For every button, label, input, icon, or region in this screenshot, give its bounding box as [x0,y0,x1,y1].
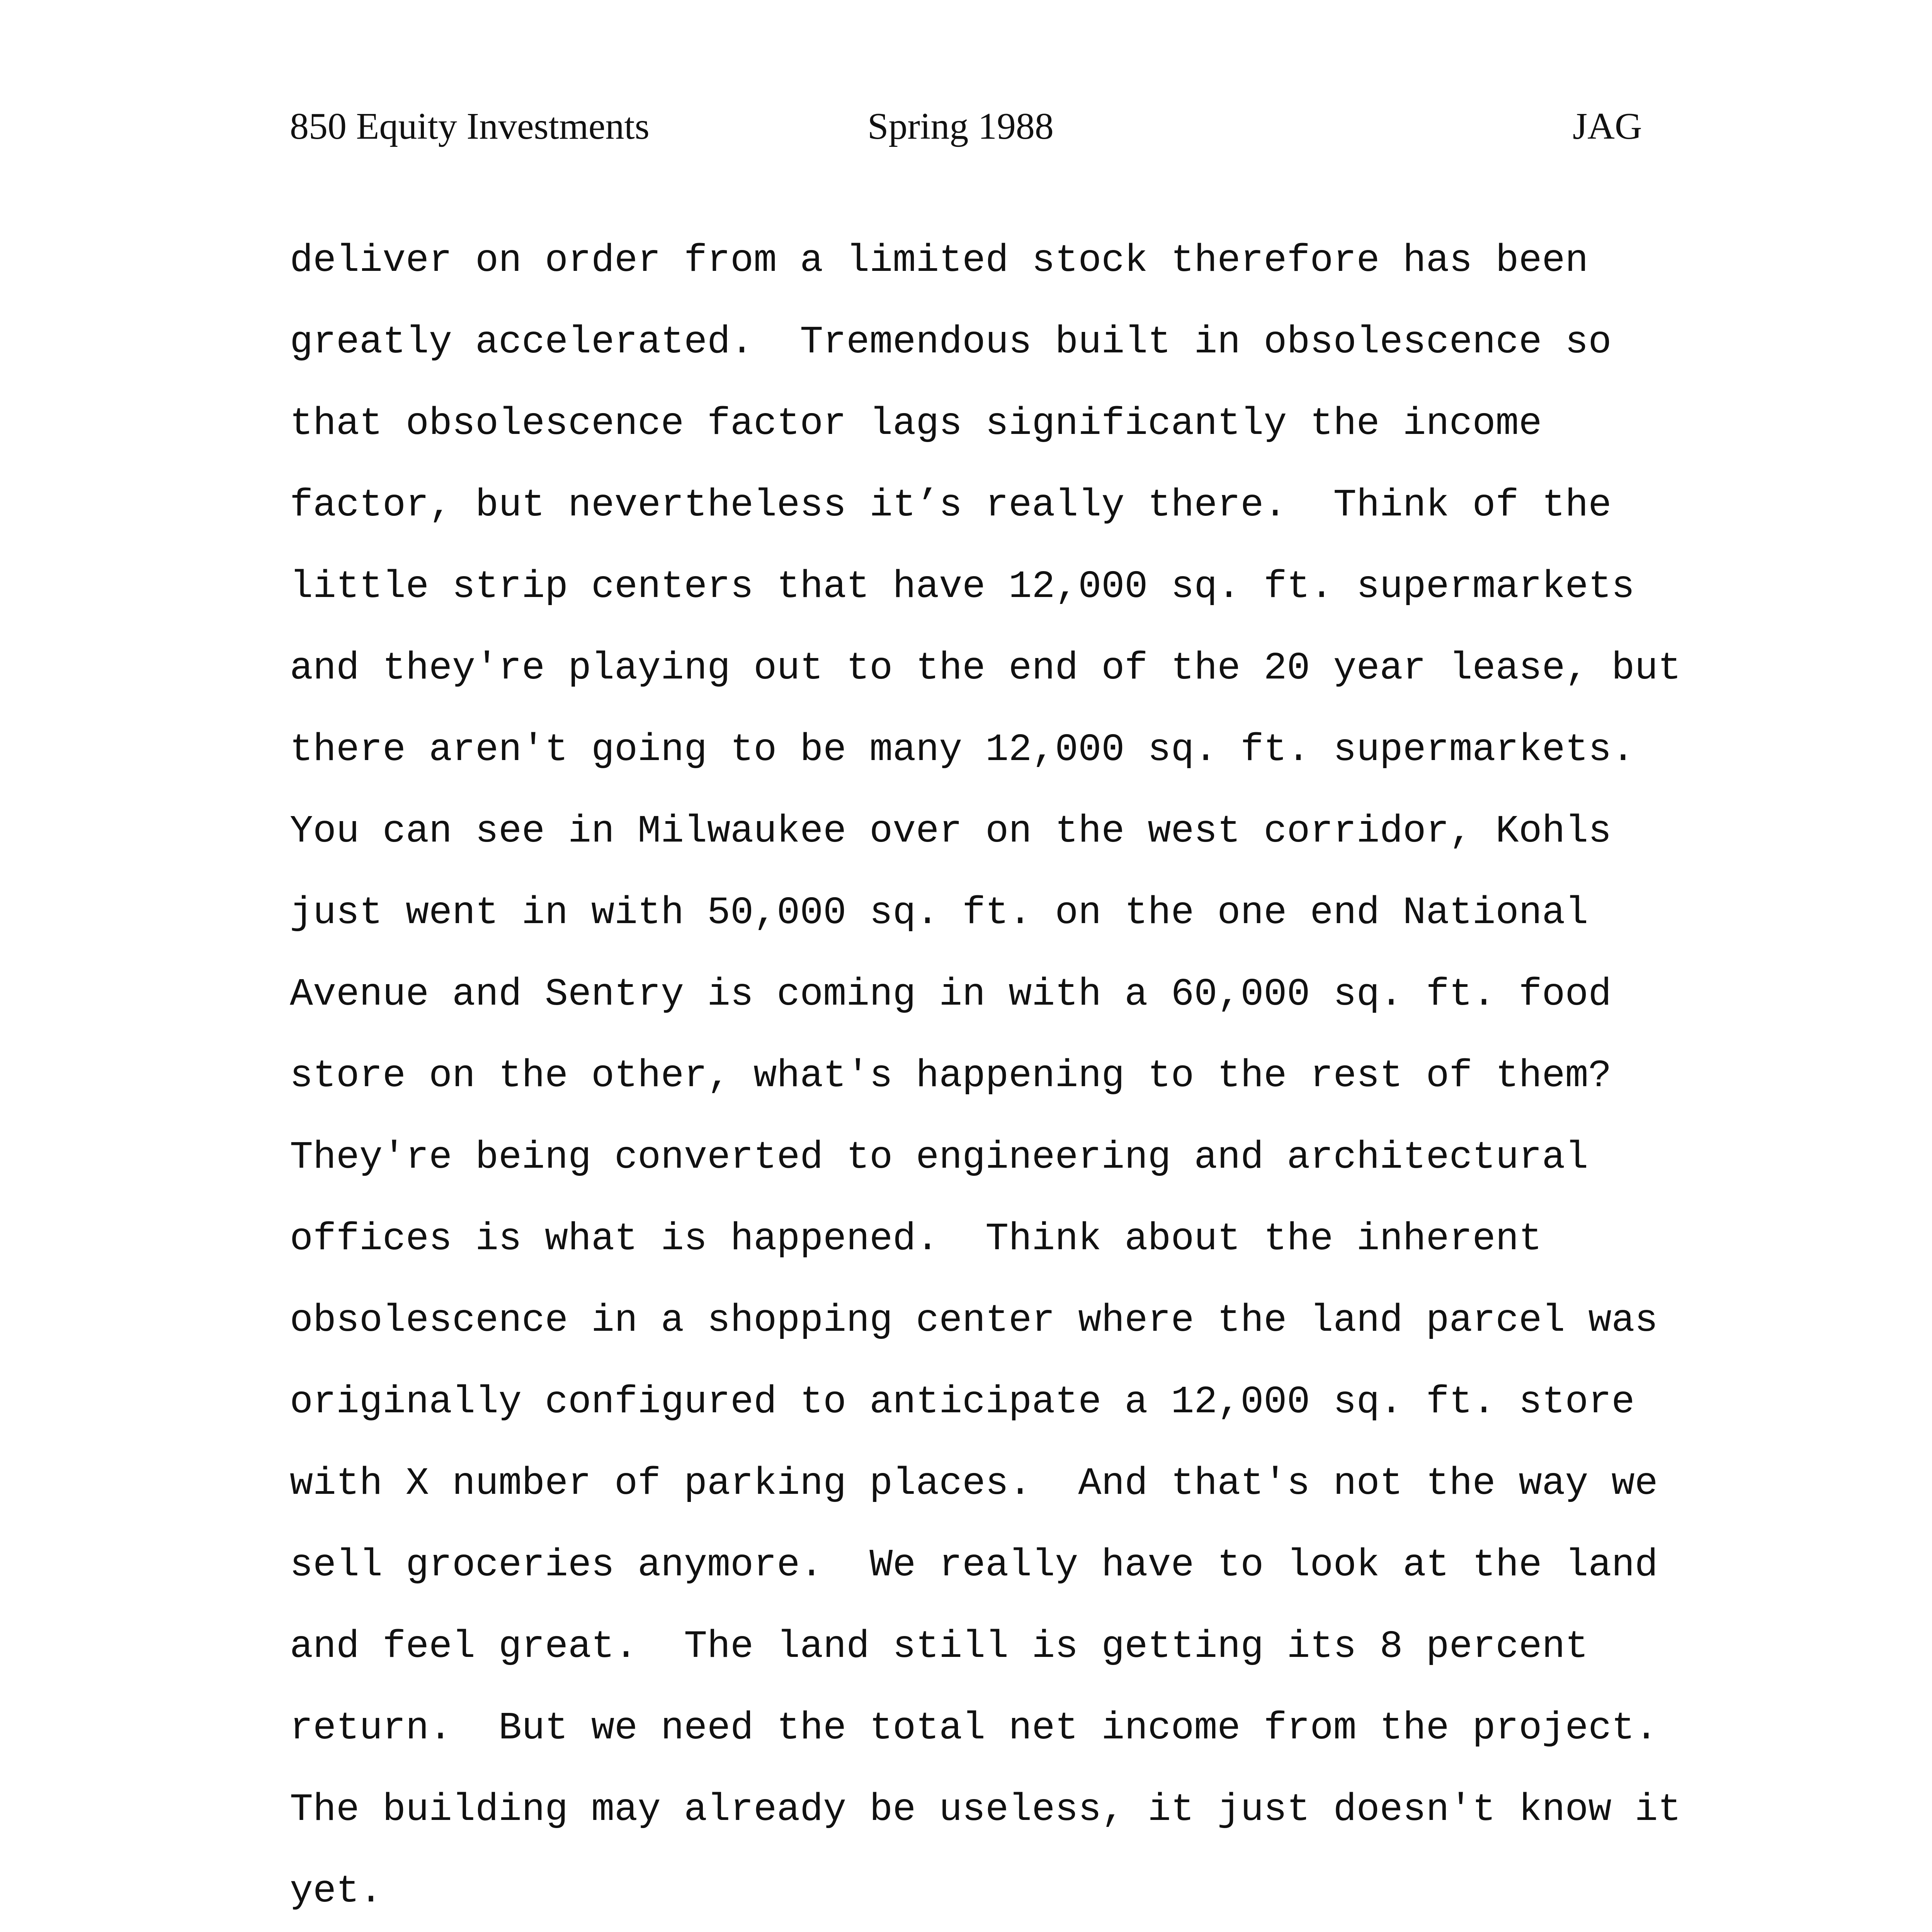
header-term: Spring 1988 [867,105,1054,147]
text-line: Avenue and Sentry is coming in with a 60,000 sq. ft. food [290,973,1612,1017]
text-line: factor, but nevertheless it’s really there. Think of the [290,484,1612,527]
text-line: store on the other, what's happening to the rest of them? [290,1054,1612,1098]
text-line: that obsolescence factor lags significantly the income [290,402,1542,446]
text-line: The building may already be useless, it just doesn't know it [290,1788,1681,1832]
text-line: greatly accelerated. Tremendous built in obsolescence so [290,321,1612,364]
text-line: offices is what is happened. Think about the inherent [290,1218,1542,1261]
text-line: sell groceries anymore. We really have to look at the land [290,1544,1658,1587]
header-course-title: 850 Equity Investments [290,105,650,147]
text-line: originally configured to anticipate a 12,000 sq. ft. store [290,1381,1635,1424]
transcript-body [290,220,1719,1932]
header-author-initials: JAG [1573,105,1642,147]
text-line: obsolescence in a shopping center where the land parcel was [290,1299,1658,1343]
text-line: with X number of parking places. And that's not the way we [290,1462,1658,1506]
text-line: little strip centers that have 12,000 sq. ft. supermarkets [290,565,1635,609]
text-line: yet. [290,1870,383,1913]
text-line: and feel great. The land still is getting its 8 percent [290,1625,1588,1669]
text-line: and they're playing out to the end of the 20 year lease, but [290,647,1681,690]
text-line: You can see in Milwaukee over on the west corridor, Kohls [290,810,1612,854]
text-line: return. But we need the total net income from the project. [290,1707,1658,1750]
text-line: They're being converted to engineering and architectural [290,1136,1588,1180]
text-line: just went in with 50,000 sq. ft. on the one end National [290,891,1588,935]
text-line: there aren't going to be many 12,000 sq. ft. supermarkets. [290,728,1635,772]
text-line: deliver on order from a limited stock therefore has been [290,239,1588,283]
